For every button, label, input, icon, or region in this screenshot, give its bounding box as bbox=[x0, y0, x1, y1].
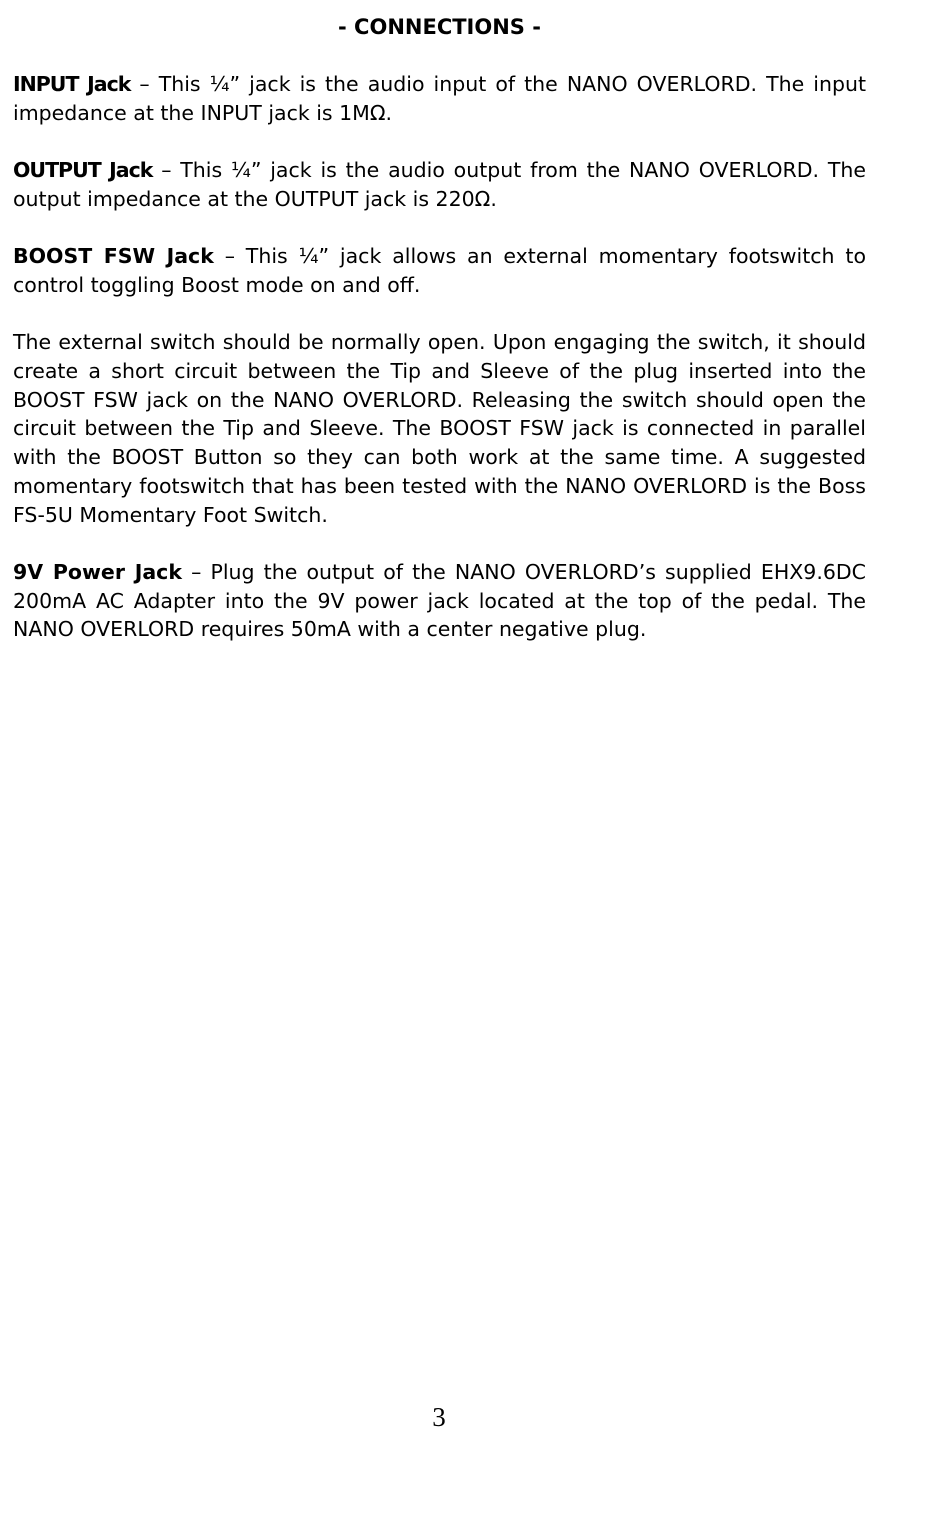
input-jack-description: – This ¼” jack is the audio input of the NANO OVERLORD. The input impedance at the INPUT jack is 1MΩ. bbox=[13, 72, 866, 125]
output-jack-term: OUTPUT Jack bbox=[13, 158, 153, 183]
output-jack-paragraph bbox=[13, 156, 866, 213]
boost-fsw-jack-term: BOOST FSW Jack bbox=[13, 244, 214, 269]
input-jack-term: INPUT Jack bbox=[13, 72, 131, 96]
page-number: 3 bbox=[432, 1402, 446, 1432]
output-jack-description: – This ¼” jack is the audio output from the NANO OVERLORD. The output impedance at the OUTPUT jack is 220Ω. bbox=[13, 158, 866, 211]
power-jack-term: 9V Power Jack bbox=[13, 559, 182, 584]
power-jack-description: – Plug the output of the NANO OVERLORD’s supplied EHX9.6DC 200mA AC Adapter into the 9V power jack located at the top of the pedal. The NANO OVERLORD requires 50mA with a center negative plug. bbox=[13, 559, 866, 642]
page-heading: - CONNECTIONS - bbox=[338, 15, 541, 39]
manual-page bbox=[13, 12, 866, 673]
boost-fsw-jack-paragraph bbox=[13, 242, 866, 299]
boost-fsw-jack-description: – This ¼” jack allows an external momentary footswitch to control toggling Boost mode on and off. bbox=[13, 244, 866, 297]
power-jack-paragraph bbox=[13, 558, 866, 644]
input-jack-paragraph bbox=[13, 70, 866, 127]
external-switch-description: The external switch should be normally open. Upon engaging the switch, it should create a short circuit between the Tip and Sleeve of the plug inserted into the BOOST FSW jack on the NANO OVERLORD. Releasing the switch should open the circuit between the Tip and Sleeve. The BOOST FSW jack is connected in parallel with the BOOST Button so they can both work at the same time. A suggested momentary footswitch that has been tested with the NANO OVERLORD is the Boss FS-5U Momentary Foot Switch. bbox=[13, 330, 866, 527]
external-switch-paragraph bbox=[13, 328, 866, 529]
